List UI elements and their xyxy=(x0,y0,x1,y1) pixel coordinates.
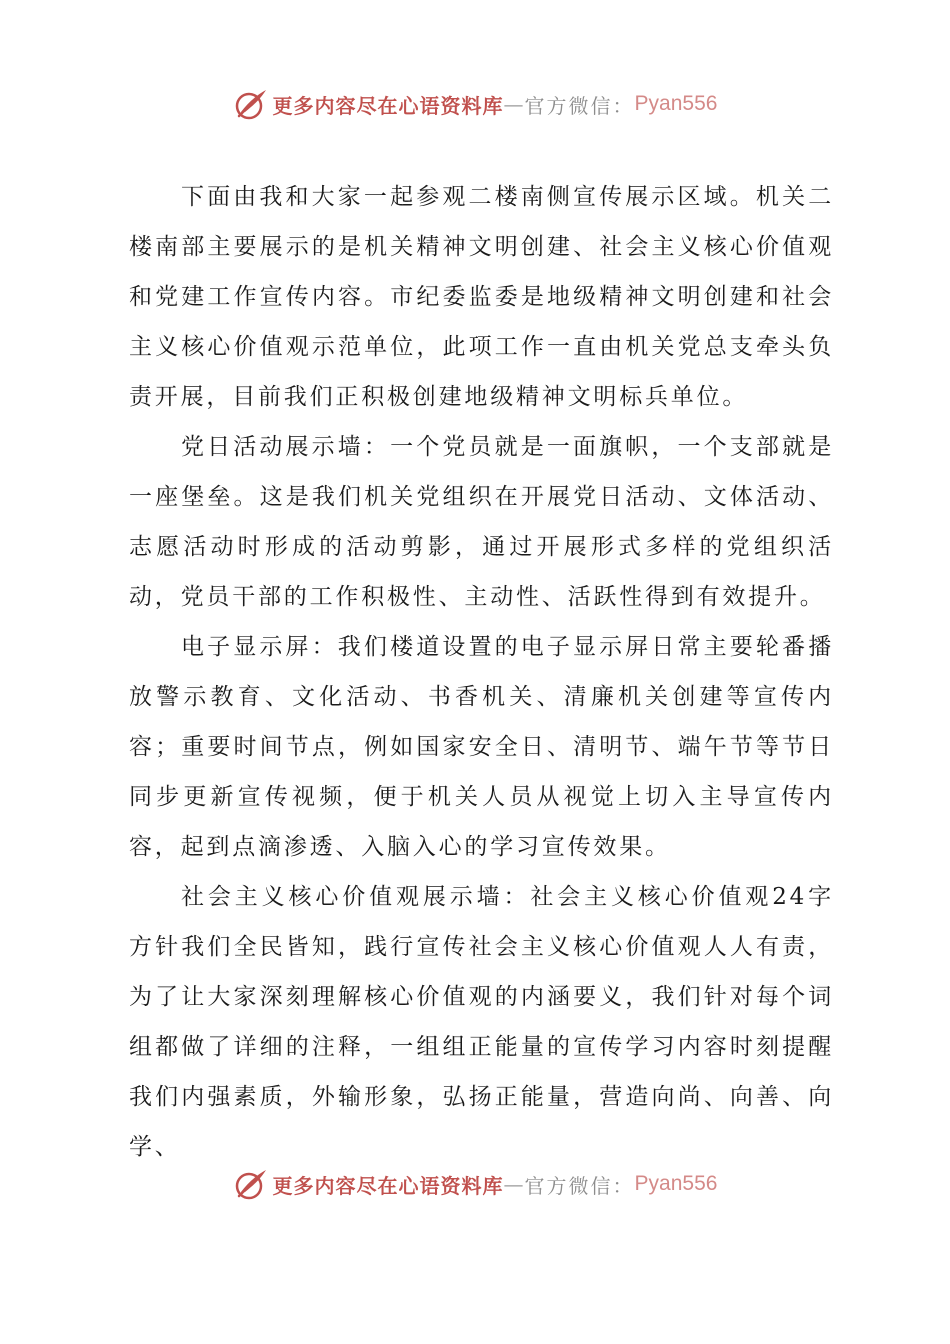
banner-wechat-id: Pyan556 xyxy=(634,92,718,115)
banner-separator: — xyxy=(503,1172,525,1196)
quill-logo-icon xyxy=(233,86,269,122)
banner-brand-text: 更多内容尽在心语资料库 xyxy=(272,93,504,118)
document-body xyxy=(129,172,834,1172)
paragraph-core-values-wall: 社会主义核心价值观展示墙：社会主义核心价值观24字方针我们全民皆知，践行宣传社会主义核心价值观人人有责，为了让大家深刻理解核心价值观的内涵要义，我们针对每个词组都做了详细的注释，一组组正能量的宣传学习内容时刻提醒我们内强素质，外输形象，弘扬正能量，营造向尚、向善、向学、 xyxy=(129,884,834,1160)
banner-separator: — xyxy=(503,92,525,116)
header-banner xyxy=(0,84,950,124)
paragraph-intro: 下面由我和大家一起参观二楼南侧宣传展示区域。机关二楼南部主要展示的是机关精神文明创建、社会主义核心价值观和党建工作宣传内容。市纪委监委是地级精神文明创建和社会主义核心价值观示范单位，此项工作一直由机关党总支牵头负责开展，目前我们正积极创建地级精神文明标兵单位。 xyxy=(129,184,834,410)
quill-logo-icon xyxy=(233,1166,269,1202)
paragraph-electronic-screen: 电子显示屏：我们楼道设置的电子显示屏日常主要轮番播放警示教育、文化活动、书香机关、清廉机关创建等宣传内容；重要时间节点，例如国家安全日、清明节、端午节等节日同步更新宣传视频，便于机关人员从视觉上切入主导宣传内容，起到点滴渗透、入脑入心的学习宣传效果。 xyxy=(129,634,834,860)
footer-banner xyxy=(0,1164,950,1204)
banner-wechat-label: 官方微信： xyxy=(524,93,635,118)
paragraph-party-day-wall: 党日活动展示墙：一个党员就是一面旗帜，一个支部就是一座堡垒。这是我们机关党组织在开展党日活动、文体活动、志愿活动时形成的活动剪影，通过开展形式多样的党组织活动，党员干部的工作积极性、主动性、活跃性得到有效提升。 xyxy=(129,434,834,610)
banner-wechat-id: Pyan556 xyxy=(634,1172,718,1195)
banner-wechat-label: 官方微信： xyxy=(524,1173,635,1198)
banner-brand-text: 更多内容尽在心语资料库 xyxy=(272,1173,504,1198)
